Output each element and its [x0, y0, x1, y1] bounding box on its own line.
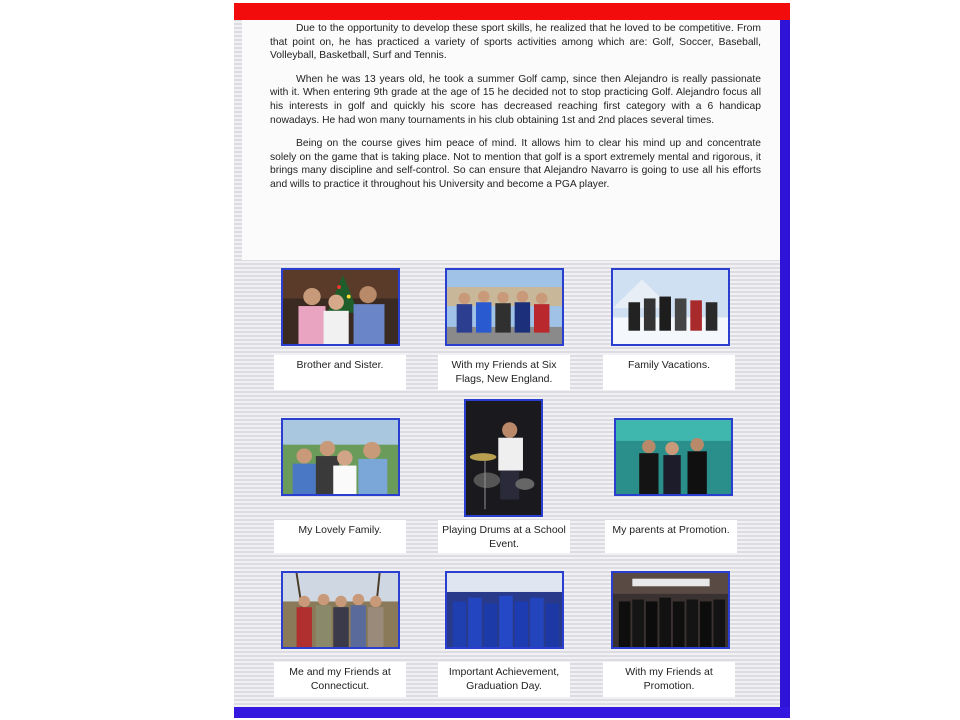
photo-brother-sister — [281, 268, 400, 346]
photo-friends-promotion — [611, 571, 730, 649]
caption-connecticut: Me and my Friends at Connecticut. — [274, 662, 406, 697]
right-blue-bar — [780, 20, 790, 718]
top-red-bar — [234, 3, 790, 20]
paragraph-3: Being on the course gives him peace of mind. It allows him to clear his mind up and concentrate solely on the game that is taking place. Not to mention that golf is a sport extremely mental and rigorous, it brings many discipline and self-control. So can ensure that Alejandro Navarro is going to use all his efforts and wills to practice it throughout his University and become a PGA player. — [270, 138, 761, 190]
document-page — [234, 3, 790, 718]
caption-six-flags: With my Friends at Six Flags, New England. — [438, 355, 570, 390]
photo-drums — [464, 399, 543, 517]
photo-lovely-family — [281, 418, 400, 496]
photo-graduation — [445, 571, 564, 649]
caption-graduation: Important Achievement, Graduation Day. — [438, 662, 570, 697]
caption-lovely-family: My Lovely Family. — [274, 520, 406, 553]
biography-text — [270, 22, 761, 202]
photo-parents-promotion — [614, 418, 733, 496]
photo-six-flags — [445, 268, 564, 346]
photo-connecticut — [281, 571, 400, 649]
caption-drums: Playing Drums at a School Event. — [438, 520, 570, 553]
caption-friends-promotion: With my Friends at Promotion. — [603, 662, 735, 697]
paragraph-1: Due to the opportunity to develop these sport skills, he realized that he loved to be competitive. From that point on, he has practiced a variety of sports activities among which are: Golf, Soccer, Baseball, Volleyball, Basketball, Surf and Tennis. — [270, 23, 761, 62]
paragraph-2: When he was 13 years old, he took a summer Golf camp, since then Alejandro is really passionate with it. When entering 9th grade at the age of 15 he decided not to stop practicing Golf. Alejandro focus all his interests in golf and quickly his score has decreased reaching first category with a 6 handicap nowadays. He had won many tournaments in his club obtaining 1st and 2nd places several times. — [270, 73, 761, 126]
bottom-blue-bar — [234, 707, 790, 718]
caption-brother-sister: Brother and Sister. — [274, 355, 406, 390]
text-panel — [242, 20, 780, 260]
caption-parents-promotion: My parents at Promotion. — [605, 520, 737, 553]
caption-family-vacations: Family Vacations. — [603, 355, 735, 390]
photo-family-vacations — [611, 268, 730, 346]
